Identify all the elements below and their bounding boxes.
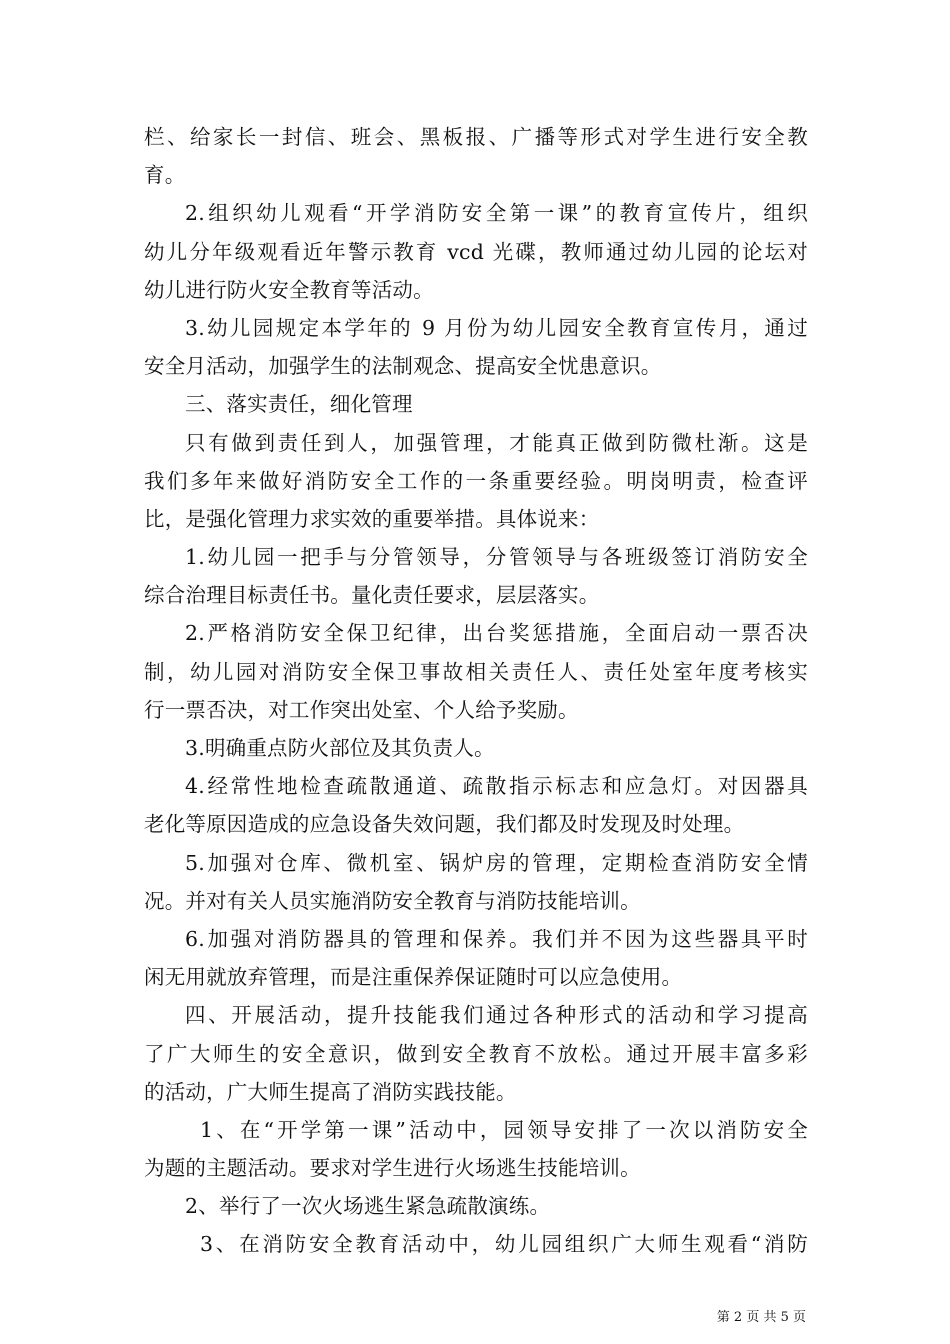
text-line: 我们多年来做好消防安全工作的一条重要经验。明岗明责，检查评	[144, 468, 808, 493]
page-number: 第 2 页 共 5 页	[716, 1310, 806, 1325]
section-heading: 三、落实责任，细化管理	[185, 392, 413, 417]
text-line: 4.经常性地检查疏散通道、疏散指示标志和应急灯。对因器具	[185, 774, 808, 799]
text-line: 制，幼儿园对消防安全保卫事故相关责任人、责任处室年度考核实	[144, 659, 808, 684]
text-line: 育。	[144, 163, 186, 188]
text-line: 3、在消防安全教育活动中，幼儿园组织广大师生观看“消防	[200, 1232, 808, 1257]
text-line: 幼儿分年级观看近年警示教育 vcd 光碟，教师通过幼儿园的论坛对	[144, 239, 808, 264]
text-line: 老化等原因造成的应急设备失效问题，我们都及时发现及时处理。	[144, 812, 745, 837]
text-line: 3.幼儿园规定本学年的 9 月份为幼儿园安全教育宣传月，通过	[185, 315, 808, 340]
text-line: 比，是强化管理力求实效的重要举措。具体说来：	[144, 506, 600, 531]
text-line: 3.明确重点防火部位及其负责人。	[185, 736, 495, 760]
text-line: 6.加强对消防器具的管理和保养。我们并不因为这些器具平时	[185, 926, 808, 951]
document-body	[144, 118, 808, 1264]
text-line: 况。并对有关人员实施消防安全教育与消防技能培训。	[144, 888, 641, 913]
text-line: 行一票否决，对工作突出处室、个人给予奖励。	[144, 697, 579, 722]
section-heading: 四、开展活动，提升技能我们通过各种形式的活动和学习提高	[185, 1003, 808, 1028]
text-line: 安全月活动，加强学生的法制观念、提高安全忧患意识。	[144, 354, 662, 379]
text-line: 了广大师生的安全意识，做到安全教育不放松。通过开展丰富多彩	[144, 1041, 808, 1066]
text-line: 综合治理目标责任书。量化责任要求，层层落实。	[144, 583, 600, 608]
text-line: 1、在“开学第一课”活动中，园领导安排了一次以消防安全	[200, 1117, 808, 1142]
text-line: 的活动，广大师生提高了消防实践技能。	[144, 1079, 517, 1104]
text-line: 栏、给家长一封信、班会、黑板报、广播等形式对学生进行安全教	[144, 125, 808, 149]
text-line: 2、举行了一次火场逃生紧急疏散演练。	[185, 1194, 551, 1219]
text-line: 2.组织幼儿观看“开学消防安全第一课”的教育宣传片，组织	[185, 201, 808, 226]
text-line: 为题的主题活动。要求对学生进行火场逃生技能培训。	[144, 1156, 641, 1181]
text-line: 2.严格消防安全保卫纪律，出台奖惩措施，全面启动一票否决	[185, 621, 808, 646]
text-line: 幼儿进行防火安全教育等活动。	[144, 277, 434, 302]
text-line: 闲无用就放弃管理，而是注重保养保证随时可以应急使用。	[144, 965, 683, 990]
text-line: 只有做到责任到人，加强管理，才能真正做到防微杜渐。这是	[185, 430, 808, 455]
text-line: 5.加强对仓库、微机室、锅炉房的管理，定期检查消防安全情	[185, 850, 808, 875]
text-line: 1.幼儿园一把手与分管领导，分管领导与各班级签订消防安全	[185, 545, 808, 570]
